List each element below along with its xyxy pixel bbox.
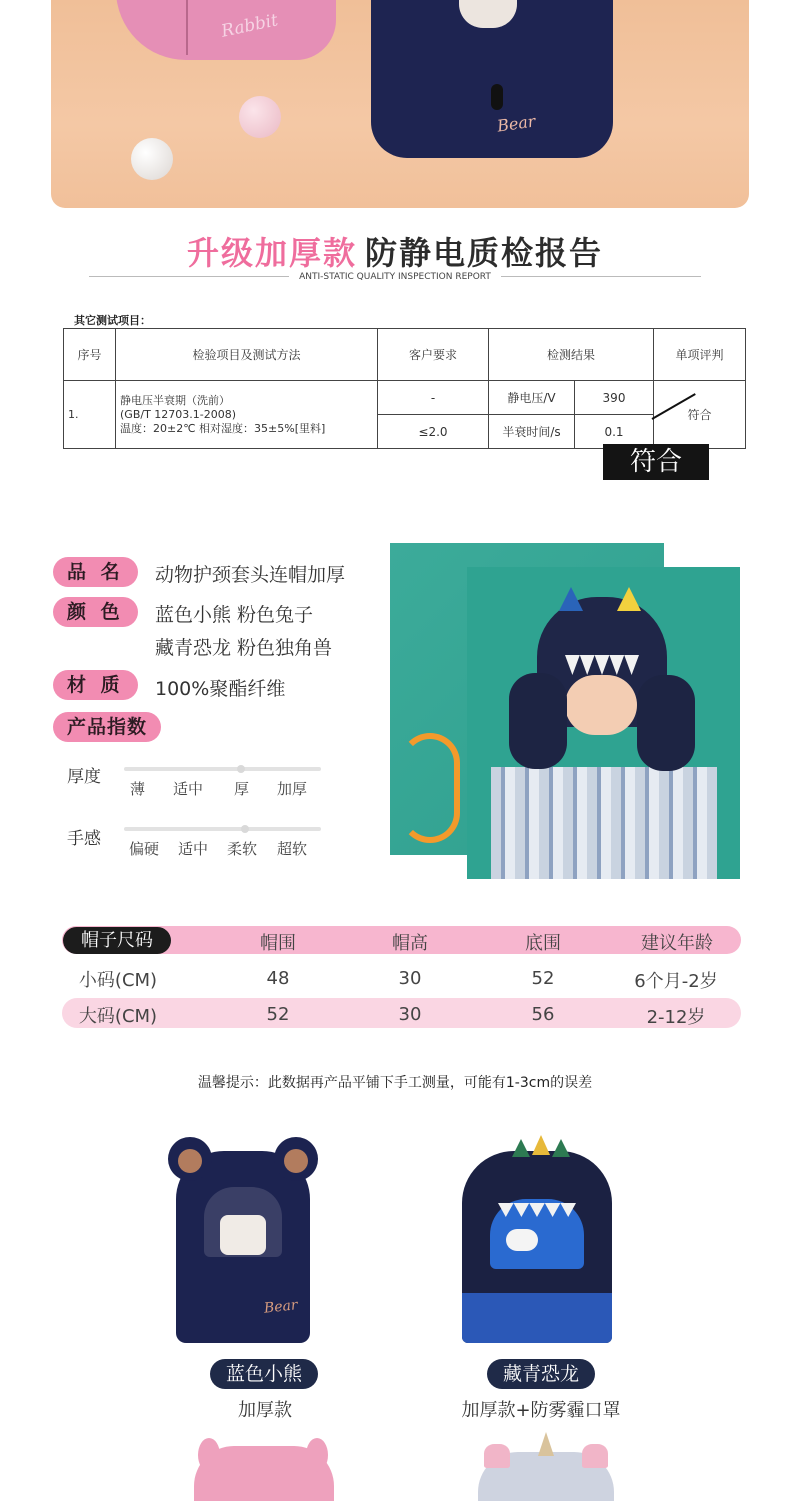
rabbit-ear-left bbox=[198, 1438, 220, 1472]
color-value-1: 蓝色小熊 粉色兔子 bbox=[155, 604, 314, 626]
row-req-2: ≤2.0 bbox=[378, 415, 489, 449]
thickness-opt-1: 适中 bbox=[173, 780, 204, 798]
unicorn-horn bbox=[538, 1432, 554, 1456]
name-value: 动物护颈套头连帽加厚 bbox=[155, 564, 346, 586]
feel-opt-3: 超软 bbox=[277, 840, 308, 858]
size-row-large-v1: 30 bbox=[398, 1004, 422, 1025]
size-row-large-v3: 2-12岁 bbox=[646, 1007, 706, 1028]
orange-tube bbox=[400, 733, 460, 843]
report-subtitle-text: ANTI-STATIC QUALITY INSPECTION REPORT bbox=[299, 272, 491, 282]
size-header-age: 建议年龄 bbox=[641, 933, 713, 954]
size-row-small-name: 小码(CM) bbox=[78, 970, 158, 991]
thickness-marker bbox=[237, 765, 245, 773]
feel-opt-0: 偏硬 bbox=[129, 840, 160, 858]
size-row-small-v1: 30 bbox=[398, 968, 422, 989]
unicorn-ear-right bbox=[582, 1444, 608, 1468]
feel-track bbox=[124, 827, 321, 831]
row-res1-value: 390 bbox=[575, 381, 654, 415]
header-verdict: 单项评判 bbox=[654, 329, 746, 381]
bear-embroidery: Bear bbox=[495, 111, 537, 136]
row-item bbox=[116, 381, 378, 449]
header-item: 检验项目及测试方法 bbox=[116, 329, 378, 381]
size-row-small-v3: 6个月-2岁 bbox=[634, 971, 718, 992]
name-label: 品 名 bbox=[53, 557, 138, 587]
product-pink-unicorn-peek bbox=[478, 1452, 614, 1501]
unicorn-ear-left bbox=[484, 1444, 510, 1468]
rabbit-ear-right bbox=[306, 1438, 328, 1472]
row-res1-name: 静电压/V bbox=[489, 381, 575, 415]
report-subtitle bbox=[0, 272, 790, 282]
product-index-label: 产品指数 bbox=[53, 712, 161, 742]
cord-toggle bbox=[491, 84, 503, 110]
size-row-large-name: 大码(CM) bbox=[78, 1006, 158, 1027]
color-value-2: 藏青恐龙 粉色独角兽 bbox=[155, 637, 333, 659]
product-name-blue-bear: 蓝色小熊 bbox=[210, 1359, 318, 1389]
row-res2-name: 半衰时间/s bbox=[489, 415, 575, 449]
color-label: 颜 色 bbox=[53, 597, 138, 627]
material-label: 材 质 bbox=[53, 670, 138, 700]
inspection-table bbox=[63, 328, 746, 449]
feel-opt-1: 适中 bbox=[178, 840, 209, 858]
feel-label: 手感 bbox=[67, 829, 101, 849]
product-name-navy-dino: 藏青恐龙 bbox=[487, 1359, 595, 1389]
model-photo-front bbox=[467, 567, 740, 879]
plaid-shirt bbox=[491, 767, 717, 879]
hero-product-photo bbox=[51, 0, 749, 208]
report-title-upgrade: 升级加厚款 bbox=[186, 234, 357, 272]
size-table-tag: 帽子尺码 bbox=[63, 927, 171, 954]
yellow-spike bbox=[617, 587, 641, 611]
product-desc-navy-dino: 加厚款+防雾霾口罩 bbox=[461, 1400, 621, 1421]
size-row-large-v2: 56 bbox=[531, 1004, 555, 1025]
product-desc-blue-bear: 加厚款 bbox=[238, 1400, 292, 1421]
size-row-small-v2: 52 bbox=[531, 968, 555, 989]
thickness-opt-2: 厚 bbox=[234, 780, 250, 798]
row-item-line2: (GB/T 12703.1-2008) bbox=[120, 407, 237, 421]
row-item-line1: 静电压半衰期（洗前） bbox=[120, 393, 230, 407]
white-yarn-ball bbox=[131, 138, 173, 180]
size-row-large-v0: 52 bbox=[266, 1004, 290, 1025]
blue-spike bbox=[559, 587, 583, 611]
header-requirement: 客户要求 bbox=[378, 329, 489, 381]
dino-spike-a bbox=[512, 1139, 530, 1157]
product-blue-bear-image bbox=[168, 1137, 318, 1347]
report-title-main: 防静电质检报告 bbox=[365, 234, 604, 272]
bear-face-print bbox=[220, 1215, 266, 1255]
other-tests-label: 其它测试项目： bbox=[74, 314, 151, 327]
thickness-opt-0: 薄 bbox=[130, 780, 146, 798]
size-header-bottom: 底围 bbox=[525, 933, 561, 954]
header-result: 检测结果 bbox=[489, 329, 654, 381]
thickness-opt-3: 加厚 bbox=[277, 780, 308, 798]
material-value: 100%聚酯纤维 bbox=[155, 678, 286, 700]
report-title bbox=[0, 228, 790, 274]
pass-stamp: 符合 bbox=[603, 444, 709, 480]
row-req-1: - bbox=[378, 381, 489, 415]
thickness-track bbox=[124, 767, 321, 771]
thickness-label: 厚度 bbox=[67, 767, 101, 787]
dino-hood-band bbox=[462, 1293, 612, 1343]
row-index: 1. bbox=[64, 381, 116, 449]
size-header-circumference: 帽围 bbox=[260, 933, 296, 954]
bear-ear-left-inner bbox=[178, 1149, 202, 1173]
row-item-line3: 温度：20±2℃ 相对湿度：35±5%[里料] bbox=[120, 421, 326, 435]
bear-script-text: Bear bbox=[263, 1297, 299, 1317]
drawstring bbox=[186, 0, 188, 55]
right-mitten bbox=[637, 675, 695, 771]
pink-yarn-ball bbox=[239, 96, 281, 138]
feel-marker bbox=[241, 825, 249, 833]
child-face bbox=[565, 675, 637, 735]
size-header-height: 帽高 bbox=[392, 933, 428, 954]
feel-opt-2: 柔软 bbox=[227, 840, 258, 858]
measurement-tip: 温馨提示：此数据再产品平铺下手工测量，可能有1-3cm的误差 bbox=[197, 1075, 593, 1091]
header-index: 序号 bbox=[64, 329, 116, 381]
dino-spike-b bbox=[532, 1135, 550, 1155]
product-pink-rabbit-peek bbox=[194, 1446, 334, 1501]
row-verdict: 符合 bbox=[654, 381, 746, 449]
row-res2-value: 0.1 bbox=[575, 415, 654, 449]
product-navy-dino-image bbox=[462, 1137, 612, 1343]
rabbit-embroidery: Rabbit bbox=[219, 10, 280, 42]
dino-spike-c bbox=[552, 1139, 570, 1157]
size-row-small-v0: 48 bbox=[266, 968, 290, 989]
bear-ear-right-inner bbox=[284, 1149, 308, 1173]
mask-valve bbox=[506, 1229, 538, 1251]
left-mitten bbox=[509, 673, 567, 769]
